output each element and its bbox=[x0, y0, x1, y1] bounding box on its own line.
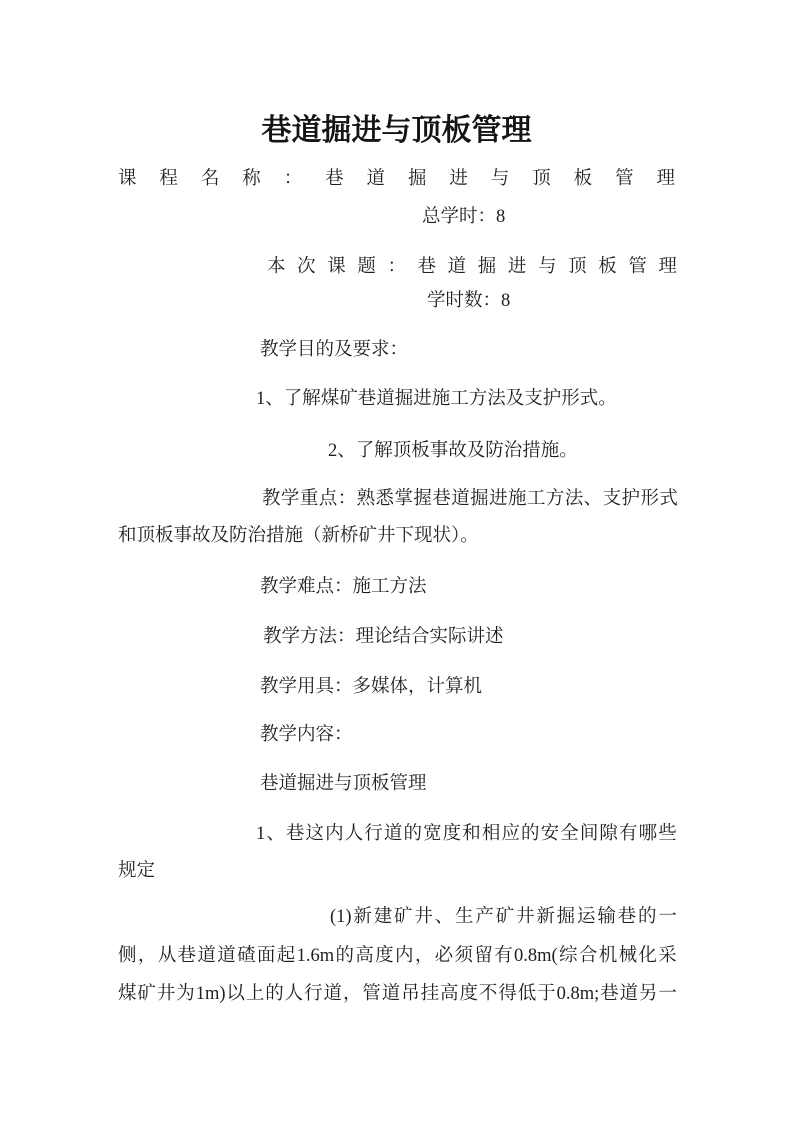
answer-1-line-1: (1) 新 建 矿 井 、 生 产 矿 井 新 掘 运 输 巷 的 一 bbox=[330, 907, 677, 927]
class-hours: 学时数：8 bbox=[427, 291, 511, 311]
objective-item-1: 1、了解煤矿巷道掘进施工方法及支护形式。 bbox=[256, 389, 617, 409]
teaching-content-heading: 教学内容： bbox=[260, 725, 353, 745]
teaching-key-points-line-1: 教 学 重 点 ： 熟 悉 掌 握 巷 道 掘 进 施 工 方 法 、 支 护 形 式 bbox=[262, 489, 678, 509]
teaching-difficulty: 教学难点：施工方法 bbox=[260, 577, 427, 597]
content-subtitle: 巷道掘进与顶板管理 bbox=[260, 774, 427, 794]
answer-1-line-2: 侧 ， 从 巷 道 道 碴 面 起 1.6m 的 高 度 内 ， 必 须 留 有 0.8m( 综 合 机 械 化 采 bbox=[118, 946, 677, 966]
question-1-line-1: 1 、 巷 这 内 人 行 道 的 宽 度 和 相 应 的 安 全 间 隙 有 哪 些 bbox=[256, 824, 677, 844]
answer-1-line-3: 煤 矿 井 为 1m) 以 上 的 人 行 道 ， 管 道 吊 挂 高 度 不 得 低 于 0.8m; 巷 道 另 一 bbox=[118, 984, 677, 1004]
course-name-line: 课 程 名 称 ： 巷 道 掘 进 与 顶 板 管 理 bbox=[118, 169, 675, 189]
teaching-tools: 教学用具：多媒体，计算机 bbox=[260, 677, 483, 697]
teaching-key-points-line-2: 和顶板事故及防治措施（新桥矿井下现状）。 bbox=[118, 526, 479, 546]
total-hours: 总学时：8 bbox=[422, 207, 506, 227]
question-1-line-2: 规定 bbox=[118, 861, 156, 881]
lesson-title-line: 本 次 课 题 ： 巷 道 掘 进 与 顶 板 管 理 bbox=[267, 257, 677, 277]
objective-item-2: 2、了解顶板事故及防治措施。 bbox=[328, 441, 578, 461]
doc-title: 巷道掘进与顶板管理 bbox=[261, 114, 532, 148]
teaching-method: 教学方法：理论结合实际讲述 bbox=[263, 627, 504, 647]
teaching-objectives-heading: 教学目的及要求： bbox=[260, 340, 409, 360]
